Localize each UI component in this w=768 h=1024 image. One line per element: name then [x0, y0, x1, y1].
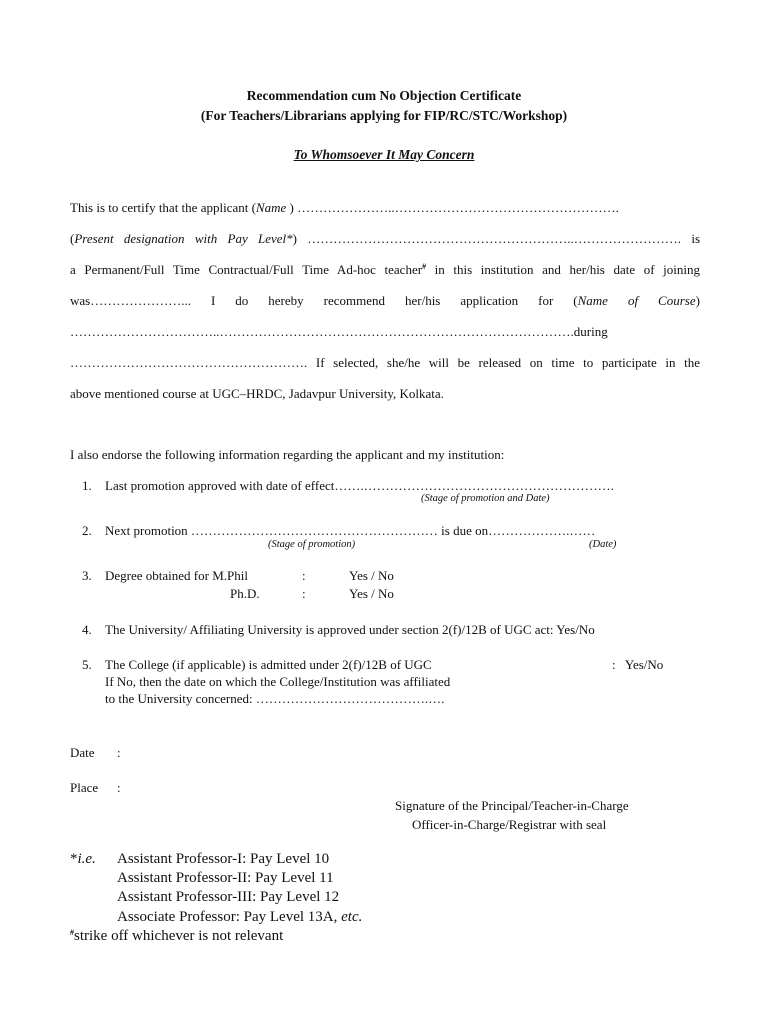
item-2-number: 2.	[82, 523, 92, 538]
item-3-phd-label: Ph.D.	[230, 586, 260, 601]
item-3-mphil-label: Degree obtained for M.Phil	[105, 568, 248, 583]
item-4-number: 4.	[82, 622, 92, 637]
place-label: Place	[70, 780, 99, 795]
doc-subtitle: (For Teachers/Librarians applying for FIP/RC/STC/Workshop)	[200, 108, 568, 123]
item-3-mphil-colon: :	[302, 568, 306, 583]
item-2-hint-date: (Date)	[589, 539, 617, 550]
body-line-6: ………………………………………………. If selected, she/he will be released on time to participate in the	[70, 355, 701, 370]
item-2-text: Next promotion ………………………………………………… is due on……………….……	[105, 523, 596, 538]
item-5-number: 5.	[82, 657, 92, 672]
note-level-4: Associate Professor: Pay Level 13A, etc.	[117, 909, 363, 925]
item-1-number: 1.	[82, 478, 92, 493]
item-5-line-3: to the University concerned: ………………………………….….	[105, 691, 445, 706]
item-5-line-2: If No, then the date on which the College/Institution was affiliated	[105, 674, 451, 689]
salutation: To Whomsoever It May Concern	[293, 147, 475, 162]
body-line-5: ……………………………..……………………………………………………………………….during	[70, 324, 608, 339]
item-3-mphil-answer: Yes / No	[349, 568, 394, 583]
date-colon: :	[117, 745, 121, 760]
item-1-hint: (Stage of promotion and Date)	[421, 493, 550, 504]
body-line-2: (Present designation with Pay Level*) ……………………………………………………..……………………. is	[70, 231, 701, 246]
item-2-hint-stage: (Stage of promotion)	[268, 539, 356, 550]
note-level-3: Assistant Professor-III: Pay Level 12	[117, 889, 340, 905]
item-5-answer: : Yes/No	[612, 657, 664, 672]
signature-line-2: Officer-in-Charge/Registrar with seal	[412, 817, 607, 832]
date-label: Date	[70, 745, 95, 760]
item-5-text: The College (if applicable) is admitted under 2(f)/12B of UGC	[105, 657, 432, 672]
body-line-3: a Permanent/Full Time Contractual/Full Time Ad-hoc teacher# in this institution and her/his date of joining	[70, 262, 701, 277]
body-line-7: above mentioned course at UGC–HRDC, Jadavpur University, Kolkata.	[70, 386, 444, 401]
strike-note: #strike off whichever is not relevant	[70, 928, 284, 944]
item-3-phd-answer: Yes / No	[349, 586, 394, 601]
place-colon: :	[117, 780, 121, 795]
body-line-1: This is to certify that the applicant (Name ) …………………..…………………………………………….	[70, 200, 619, 215]
endorse-intro: I also endorse the following information regarding the applicant and my institution:	[70, 447, 505, 462]
item-3-phd-colon: :	[302, 586, 306, 601]
note-level-1: Assistant Professor-I: Pay Level 10	[117, 851, 330, 867]
item-1-text: Last promotion approved with date of effect…….………………………………………………….	[105, 478, 614, 493]
note-level-2: Assistant Professor-II: Pay Level 11	[117, 870, 334, 886]
doc-title: Recommendation cum No Objection Certificate	[246, 88, 522, 103]
signature-line-1: Signature of the Principal/Teacher-in-Charge	[395, 798, 629, 813]
item-3-number: 3.	[82, 568, 92, 583]
item-4-text: The University/ Affiliating University is approved under section 2(f)/12B of UGC act: Yes/No	[105, 622, 595, 637]
note-ie-label: *i.e.	[70, 851, 96, 867]
body-line-4: was…………………... I do hereby recommend her/his application for (Name of Course)	[70, 293, 700, 308]
